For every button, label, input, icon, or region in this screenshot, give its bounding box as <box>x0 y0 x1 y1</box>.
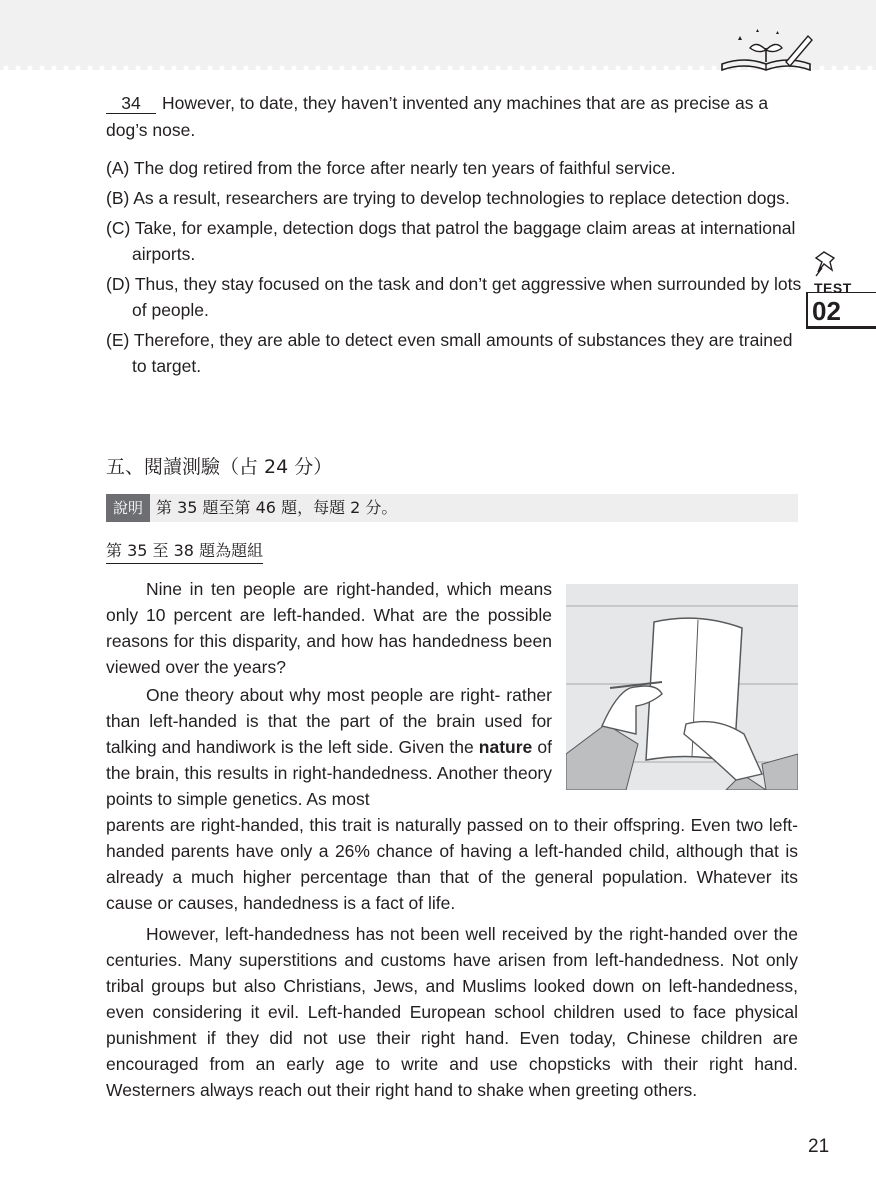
tab-rule-vertical <box>806 292 808 329</box>
instructions-bar <box>106 494 798 522</box>
writing-hands-illustration <box>566 584 798 790</box>
tab-rule-bottom <box>806 326 876 329</box>
option-label: (B) <box>106 188 130 208</box>
question-blank-number: 34 <box>106 93 156 114</box>
passage-text: of the brain, this results in right-handedness. Another theory points to simple genetics. As most <box>106 737 552 809</box>
option-label: (D) <box>106 274 131 294</box>
answer-options <box>106 155 806 383</box>
section-heading: 五、閱讀測驗（占 24 分） <box>106 456 333 478</box>
instructions-badge: 說明 <box>106 494 150 522</box>
option-text: Take, for example, detection dogs that patrol the baggage claim areas at international airports. <box>132 218 796 264</box>
test-side-tab <box>806 250 876 330</box>
option-d <box>106 271 806 323</box>
page-number: 21 <box>808 1136 830 1157</box>
option-text: Thus, they stay focused on the task and don’t get aggressive when surrounded by lots of people. <box>132 274 802 320</box>
option-c <box>106 215 806 267</box>
test-label: TEST <box>814 280 852 296</box>
passage-text: One theory about why most people are right- rather than left-handed is that the part of the brain used for talking and handiwork is the left side. Given the <box>106 685 552 757</box>
book-sprout-icon <box>716 26 816 74</box>
instructions-text: 第 35 題至第 46 題，每題 2 分。 <box>156 498 398 517</box>
passage-paragraph-2 <box>106 682 552 812</box>
option-text: The dog retired from the force after nearly ten years of faithful service. <box>133 158 676 178</box>
question-34-text: However, to date, they haven’t invented any machines that are as precise as a dog’s nose. <box>106 93 769 140</box>
option-label: (E) <box>106 330 130 350</box>
passage-paragraph-1: Nine in ten people are right-handed, which means only 10 percent are left-handed. What are the possible reasons for this disparity, and how has handedness been viewed over the years? <box>106 579 552 677</box>
question-34 <box>106 90 806 144</box>
option-b <box>106 185 806 211</box>
option-text: Therefore, they are able to detect even small amounts of substances they are trained to target. <box>132 330 793 376</box>
bold-keyword: nature <box>478 737 533 757</box>
option-a <box>106 155 806 181</box>
option-label: (A) <box>106 158 130 178</box>
option-text: As a result, researchers are trying to develop technologies to replace detection dogs. <box>133 188 790 208</box>
passage-paragraph-2-continued: parents are right-handed, this trait is naturally passed on to their offspring. Even two left-handed parents have only a 26% chance of having a left-handed child, although that is already a much higher percentage than that of the general population. Whatever its cause or causes, handedness is a fact of life. <box>106 815 798 913</box>
option-label: (C) <box>106 218 131 238</box>
test-number: 02 <box>812 296 841 326</box>
pushpin-icon <box>814 250 840 278</box>
option-e <box>106 327 806 379</box>
question-group-label: 第 35 至 38 題為題組 <box>106 538 263 564</box>
passage-paragraph-3: However, left-handedness has not been well received by the right-handed over the centuries. Many superstitions and customs have arisen from left-handedness. Not only tribal groups but also Christians, Jews, and Muslims looked down on left-handedness, even considering it evil. Left-handed European school children used to face physical punishment if they did not use their right hand. Even today, Chinese children are encouraged from an early age to write and use chopsticks with their right hand. Westerners always reach out their right hand to shake when greeting others. <box>106 924 798 1100</box>
